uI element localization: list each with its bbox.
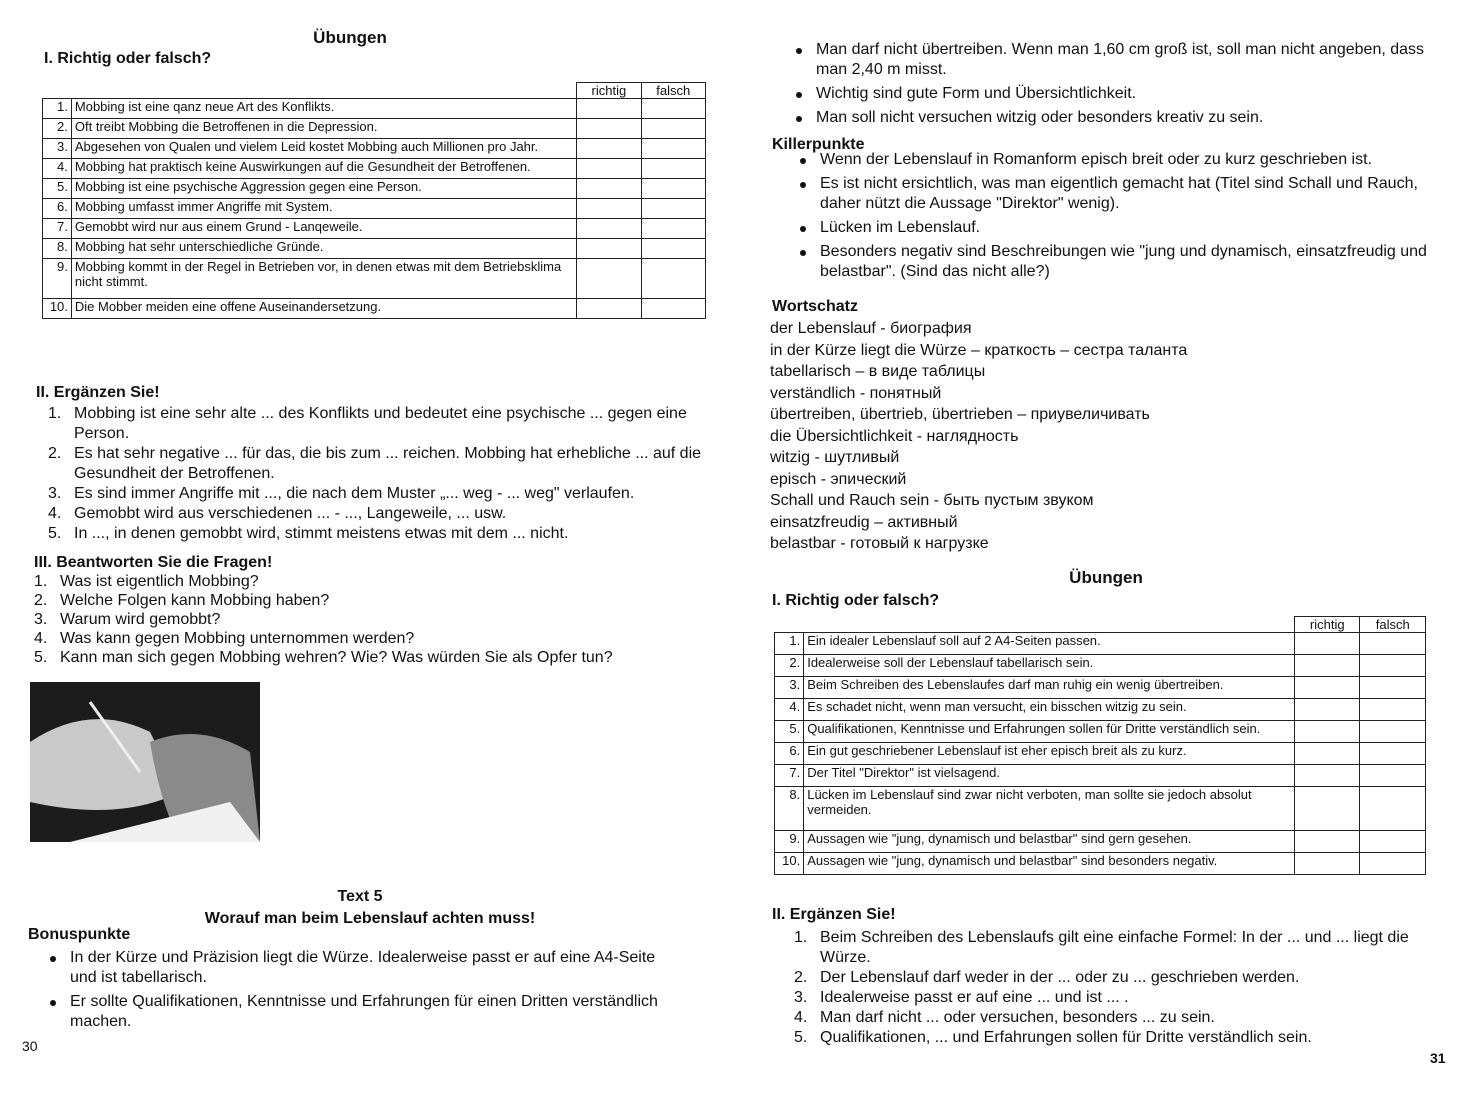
richtig-checkbox (1294, 699, 1360, 721)
table-row (775, 831, 1426, 853)
row-number: 1. (775, 633, 804, 655)
falsch-checkbox (641, 299, 705, 319)
statement-text: Mobbing ist eine psychische Aggression gegen eine Person. (71, 179, 576, 199)
true-false-table (42, 82, 706, 319)
page-number: 30 (22, 1038, 38, 1054)
true-false-table (774, 616, 1426, 875)
bullet-icon (796, 48, 802, 54)
bullet-item (44, 992, 674, 1032)
section-heading: II. Ergänzen Sie! (36, 384, 160, 401)
item-number: 5. (794, 1029, 808, 1046)
item-text: Welche Folgen kann Mobbing haben? (60, 592, 330, 609)
statement-text: Abgesehen von Qualen und vielem Leid kostet Mobbing auch Millionen pro Jahr. (71, 139, 576, 159)
row-number: 3. (43, 139, 72, 159)
bullet-text: Wichtig sind gute Form und Übersichtlichkeit. (816, 85, 1137, 102)
falsch-checkbox (1360, 677, 1426, 699)
killer-heading: Killerpunkte (772, 136, 865, 153)
falsch-checkbox (1360, 633, 1426, 655)
column-falsch: falsch (1360, 617, 1426, 633)
table-row (43, 239, 706, 259)
row-number: 2. (775, 655, 804, 677)
bullet-list (790, 40, 1450, 132)
vocabulary-entry: die Übersichtlichkeit - наглядность (770, 427, 1019, 445)
table-row (43, 139, 706, 159)
bullet-icon (800, 158, 806, 164)
list-item (34, 648, 634, 667)
bullet-icon (50, 1000, 56, 1006)
table-row (43, 299, 706, 319)
row-number: 8. (775, 787, 804, 831)
richtig-checkbox (577, 219, 641, 239)
vocabulary-entry: belastbar - готовый к нагрузке (770, 535, 989, 552)
list-item (34, 629, 634, 648)
item-number: 5. (48, 525, 62, 542)
row-number: 9. (775, 831, 804, 853)
statement-text: Mobbing hat praktisch keine Auswirkungen auf die Gesundheit der Betroffenen. (71, 159, 576, 179)
page-title: Übungen (1069, 568, 1143, 587)
vocabulary-list (770, 318, 1430, 555)
item-text: Warum wird gemobbt? (60, 611, 221, 628)
item-text: Gemobbt wird aus verschiedenen ... - ..., Langeweile, ... usw. (74, 505, 507, 522)
bullet-text: Es ist nicht ersichtlich, was man eigentlich gemacht hat (Titel sind Schall und Rauch, daher nützt die Aussage "Direktor" wenig). (820, 175, 1418, 212)
bullet-item (44, 948, 674, 988)
list-item (34, 591, 634, 610)
falsch-checkbox (1360, 721, 1426, 743)
item-number: 3. (34, 611, 48, 628)
table-row (43, 159, 706, 179)
table-row (775, 633, 1426, 655)
statement-text: Der Titel "Direktor" ist vielsagend. (804, 765, 1295, 787)
richtig-checkbox (1294, 721, 1360, 743)
bullet-text: Lücken im Lebenslauf. (820, 219, 981, 236)
statement-text: Ein idealer Lebenslauf soll auf 2 A4-Seiten passen. (804, 633, 1295, 655)
statement-text: Mobbing kommt in der Regel in Betrieben vor, in denen etwas mit dem Betriebsklima nicht stimmt. (71, 259, 576, 299)
list-item (48, 404, 718, 444)
bullet-item (794, 242, 1434, 282)
richtig-checkbox (1294, 765, 1360, 787)
table-row (43, 219, 706, 239)
statement-text: Gemobbt wird nur aus einem Grund - Lanqeweile. (71, 219, 576, 239)
falsch-checkbox (641, 179, 705, 199)
table-row (775, 699, 1426, 721)
vocabulary-entry: einsatzfreudig – активный (770, 513, 958, 531)
bullet-item (790, 40, 1450, 80)
row-number: 7. (43, 219, 72, 239)
statement-text: Oft treibt Mobbing die Betroffenen in die Depression. (71, 119, 576, 139)
richtig-checkbox (577, 119, 641, 139)
fill-in-list (794, 928, 1444, 1048)
row-number: 7. (775, 765, 804, 787)
table-header (775, 617, 1426, 633)
richtig-checkbox (577, 259, 641, 299)
row-number: 6. (775, 743, 804, 765)
item-text: Es hat sehr negative ... für das, die bis zum ... reichen. Mobbing hat erhebliche ... auf die Gesundheit der Betroffenen. (74, 445, 702, 482)
richtig-checkbox (577, 159, 641, 179)
table-row (775, 743, 1426, 765)
vocabulary-entry: in der Kürze liegt die Würze – краткость – сестра таланта (770, 341, 1188, 359)
table-row (43, 259, 706, 299)
table-row (775, 787, 1426, 831)
vocabulary-entry: der Lebenslauf - биография (770, 320, 972, 337)
bullet-item (794, 150, 1434, 170)
item-text: Man darf nicht ... oder versuchen, besonders ... zu sein. (820, 1009, 1215, 1026)
table-row (43, 179, 706, 199)
item-text: Kann man sich gegen Mobbing wehren? Wie? Was würden Sie als Opfer tun? (60, 649, 613, 666)
row-number: 4. (43, 159, 72, 179)
item-text: Idealerweise passt er auf eine ... und ist ... . (820, 989, 1129, 1006)
bullet-text: Er sollte Qualifikationen, Kenntnisse und Erfahrungen für einen Dritten verständlich machen. (70, 993, 658, 1030)
richtig-checkbox (577, 139, 641, 159)
right-page (736, 0, 1472, 1100)
falsch-checkbox (1360, 853, 1426, 875)
falsch-checkbox (1360, 743, 1426, 765)
section-heading: I. Richtig oder falsch? (44, 50, 212, 67)
list-item (34, 572, 634, 591)
item-number: 3. (48, 485, 62, 502)
bullet-icon (50, 956, 56, 962)
row-number: 10. (775, 853, 804, 875)
statement-text: Ein gut geschriebener Lebenslauf ist eher episch breit als zu kurz. (804, 743, 1295, 765)
statement-text: Lücken im Lebenslauf sind zwar nicht verboten, man sollte sie jedoch absolut vermeiden. (804, 787, 1295, 831)
richtig-checkbox (1294, 743, 1360, 765)
item-number: 2. (794, 969, 808, 986)
richtig-checkbox (577, 199, 641, 219)
bullet-text: Man soll nicht versuchen witzig oder besonders kreativ zu sein. (816, 109, 1264, 126)
list-item (794, 1008, 1444, 1028)
list-item (48, 524, 718, 544)
statement-text: Die Mobber meiden eine offene Auseinandersetzung. (71, 299, 576, 319)
falsch-checkbox (1360, 787, 1426, 831)
row-number: 2. (43, 119, 72, 139)
bonus-list (44, 948, 674, 1036)
bullet-icon (800, 182, 806, 188)
richtig-checkbox (577, 99, 641, 119)
richtig-checkbox (1294, 677, 1360, 699)
table-row (43, 99, 706, 119)
row-number: 1. (43, 99, 72, 119)
row-number: 5. (43, 179, 72, 199)
list-item (48, 504, 718, 524)
statement-text: Beim Schreiben des Lebenslaufes darf man ruhig ein wenig übertreiben. (804, 677, 1295, 699)
item-number: 3. (794, 989, 808, 1006)
question-list (34, 572, 634, 667)
item-text: Mobbing ist eine sehr alte ... des Konflikts und bedeutet eine psychische ... gegen eine Person. (74, 405, 687, 442)
falsch-checkbox (641, 119, 705, 139)
falsch-checkbox (1360, 831, 1426, 853)
list-item (794, 928, 1444, 968)
bullet-icon (796, 116, 802, 122)
vocabulary-entry: witzig - шутливый (770, 449, 900, 466)
item-number: 2. (34, 592, 48, 609)
item-number: 4. (48, 505, 62, 522)
richtig-checkbox (577, 299, 641, 319)
falsch-checkbox (641, 99, 705, 119)
row-number: 8. (43, 239, 72, 259)
item-number: 5. (34, 649, 48, 666)
bullet-item (790, 84, 1450, 104)
item-number: 2. (48, 445, 62, 462)
killer-list (794, 150, 1434, 286)
list-item (48, 484, 718, 504)
column-richtig: richtig (577, 83, 641, 99)
vocabulary-entry: verständlich - понятный (770, 384, 942, 402)
vocabulary-entry: Schall und Rauch sein - быть пустым звуком (770, 492, 1094, 509)
text-label: Text 5 (337, 888, 383, 905)
list-item (34, 610, 634, 629)
wortschatz-heading: Wortschatz (772, 298, 858, 315)
bullet-icon (800, 226, 806, 232)
item-text: Was ist eigentlich Mobbing? (60, 573, 259, 590)
vocabulary-entry: übertreiben, übertrieb, übertrieben – приувеличивать (770, 406, 1150, 423)
table-row (775, 853, 1426, 875)
falsch-checkbox (641, 259, 705, 299)
fill-in-list (48, 404, 718, 544)
statement-text: Mobbing hat sehr unterschiedliche Gründe. (71, 239, 576, 259)
bullet-item (794, 174, 1434, 214)
richtig-checkbox (1294, 655, 1360, 677)
bullet-icon (800, 250, 806, 256)
bullet-text: Wenn der Lebenslauf in Romanform episch breit oder zu kurz geschrieben ist. (820, 151, 1372, 168)
richtig-checkbox (577, 239, 641, 259)
row-number: 6. (43, 199, 72, 219)
item-text: Qualifikationen, ... und Erfahrungen sollen für Dritte verständlich sein. (820, 1029, 1312, 1046)
row-number: 5. (775, 721, 804, 743)
row-number: 4. (775, 699, 804, 721)
list-item (48, 444, 718, 484)
richtig-checkbox (1294, 787, 1360, 831)
item-text: Beim Schreiben des Lebenslaufs gilt eine einfache Formel: In der ... und ... liegt die Würze. (820, 929, 1409, 966)
row-number: 9. (43, 259, 72, 299)
item-number: 4. (794, 1009, 808, 1026)
table-row (43, 119, 706, 139)
vocabulary-entry: episch - эпический (770, 470, 907, 488)
richtig-checkbox (577, 179, 641, 199)
list-item (794, 988, 1444, 1008)
bullet-item (790, 108, 1450, 128)
statement-text: Qualifikationen, Kenntnisse und Erfahrungen sollen für Dritte verständlich sein. (804, 721, 1295, 743)
item-text: Der Lebenslauf darf weder in der ... oder zu ... geschrieben werden. (820, 969, 1300, 986)
row-number: 10. (43, 299, 72, 319)
bullet-text: Besonders negativ sind Beschreibungen wie "jung und dynamisch, einsatzfreudig und belastbar". (Sind das nicht alle?) (820, 243, 1427, 280)
item-text: Was kann gegen Mobbing unternommen werden? (60, 630, 415, 647)
section-heading: II. Ergänzen Sie! (772, 906, 896, 923)
table-row (775, 765, 1426, 787)
falsch-checkbox (641, 239, 705, 259)
table-row (775, 655, 1426, 677)
list-item (794, 968, 1444, 988)
statement-text: Aussagen wie "jung, dynamisch und belastbar" sind gern gesehen. (804, 831, 1295, 853)
falsch-checkbox (1360, 699, 1426, 721)
vocabulary-entry: tabellarisch – в виде таблицы (770, 363, 986, 380)
bullet-item (794, 218, 1434, 238)
page-number: 31 (1430, 1050, 1446, 1066)
section-heading: I. Richtig oder falsch? (772, 592, 940, 609)
falsch-checkbox (641, 199, 705, 219)
richtig-checkbox (1294, 633, 1360, 655)
bullet-text: Man darf nicht übertreiben. Wenn man 1,60 cm groß ist, soll man nicht angeben, dass man 2,40 m misst. (816, 41, 1425, 78)
bullet-icon (796, 92, 802, 98)
table-row (775, 677, 1426, 699)
item-number: 1. (34, 573, 48, 590)
statement-text: Mobbing ist eine qanz neue Art des Konflikts. (71, 99, 576, 119)
statement-text: Es schadet nicht, wenn man versucht, ein bisschen witzig zu sein. (804, 699, 1295, 721)
column-richtig: richtig (1294, 617, 1360, 633)
table-row (43, 199, 706, 219)
item-number: 1. (794, 929, 808, 946)
page-title: Übungen (313, 28, 387, 47)
falsch-checkbox (641, 139, 705, 159)
falsch-checkbox (641, 219, 705, 239)
statement-text: Mobbing umfasst immer Angriffe mit System. (71, 199, 576, 219)
richtig-checkbox (1294, 831, 1360, 853)
bullet-text: In der Kürze und Präzision liegt die Würze. Idealerweise passt er auf eine A4-Seite und ist tabellarisch. (70, 949, 656, 986)
column-falsch: falsch (641, 83, 705, 99)
list-item (794, 1028, 1444, 1048)
text-title: Worauf man beim Lebenslauf achten muss! (204, 910, 536, 927)
writing-hands-photo (30, 682, 260, 842)
falsch-checkbox (1360, 765, 1426, 787)
statement-text: Aussagen wie "jung, dynamisch und belastbar" sind besonders negativ. (804, 853, 1295, 875)
bonus-heading: Bonuspunkte (28, 926, 131, 943)
item-text: In ..., in denen gemobbt wird, stimmt meistens etwas mit dem ... nicht. (74, 525, 569, 542)
item-number: 4. (34, 630, 48, 647)
statement-text: Idealerweise soll der Lebenslauf tabellarisch sein. (804, 655, 1295, 677)
row-number: 3. (775, 677, 804, 699)
item-number: 1. (48, 405, 62, 422)
table-row (775, 721, 1426, 743)
falsch-checkbox (1360, 655, 1426, 677)
section-heading: III. Beantworten Sie die Fragen! (34, 554, 273, 571)
falsch-checkbox (641, 159, 705, 179)
table-header (43, 83, 706, 99)
richtig-checkbox (1294, 853, 1360, 875)
item-text: Es sind immer Angriffe mit ..., die nach dem Muster „... weg - ... weg" verlaufen. (74, 485, 635, 502)
